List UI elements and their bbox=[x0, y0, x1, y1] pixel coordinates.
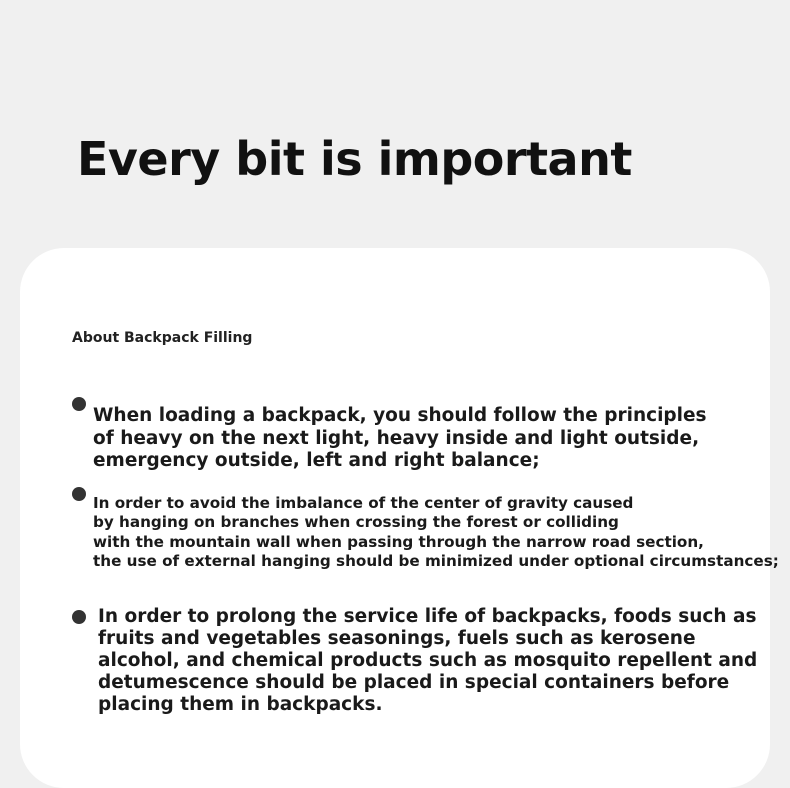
bullet-line: fruits and vegetables seasonings, fuels such as kerosene bbox=[98, 628, 696, 650]
bullet-line: alcohol, and chemical products such as mosquito repellent and bbox=[98, 650, 758, 672]
section-label: About Backpack Filling bbox=[72, 330, 253, 346]
bullet-line: In order to prolong the service life of backpacks, foods such as bbox=[98, 606, 757, 627]
bullet-line: by hanging on branches when crossing the forest or colliding bbox=[93, 513, 619, 532]
bullet-dot-icon bbox=[72, 487, 86, 501]
bullet-text bbox=[93, 494, 779, 571]
bullet-line: emergency outside, left and right balance; bbox=[93, 450, 540, 472]
bullet-line: When loading a backpack, you should follow the principles bbox=[93, 405, 707, 426]
bullet-text bbox=[98, 606, 757, 716]
bullet-dot-icon bbox=[72, 610, 86, 624]
bullet-line: detumescence should be placed in special containers before bbox=[98, 672, 730, 694]
bullet-line: of heavy on the next light, heavy inside and light outside, bbox=[93, 427, 700, 449]
bullet-line: with the mountain wall when passing through the narrow road section, bbox=[93, 532, 704, 551]
bullet-line: the use of external hanging should be minimized under optional circumstances; bbox=[93, 551, 779, 570]
bullet-line: In order to avoid the imbalance of the center of gravity caused bbox=[93, 494, 634, 512]
bullet-dot-icon bbox=[72, 397, 86, 411]
page-title: Every bit is important bbox=[77, 132, 632, 186]
bullet-line: placing them in backpacks. bbox=[98, 694, 383, 716]
bullet-text bbox=[93, 405, 707, 473]
